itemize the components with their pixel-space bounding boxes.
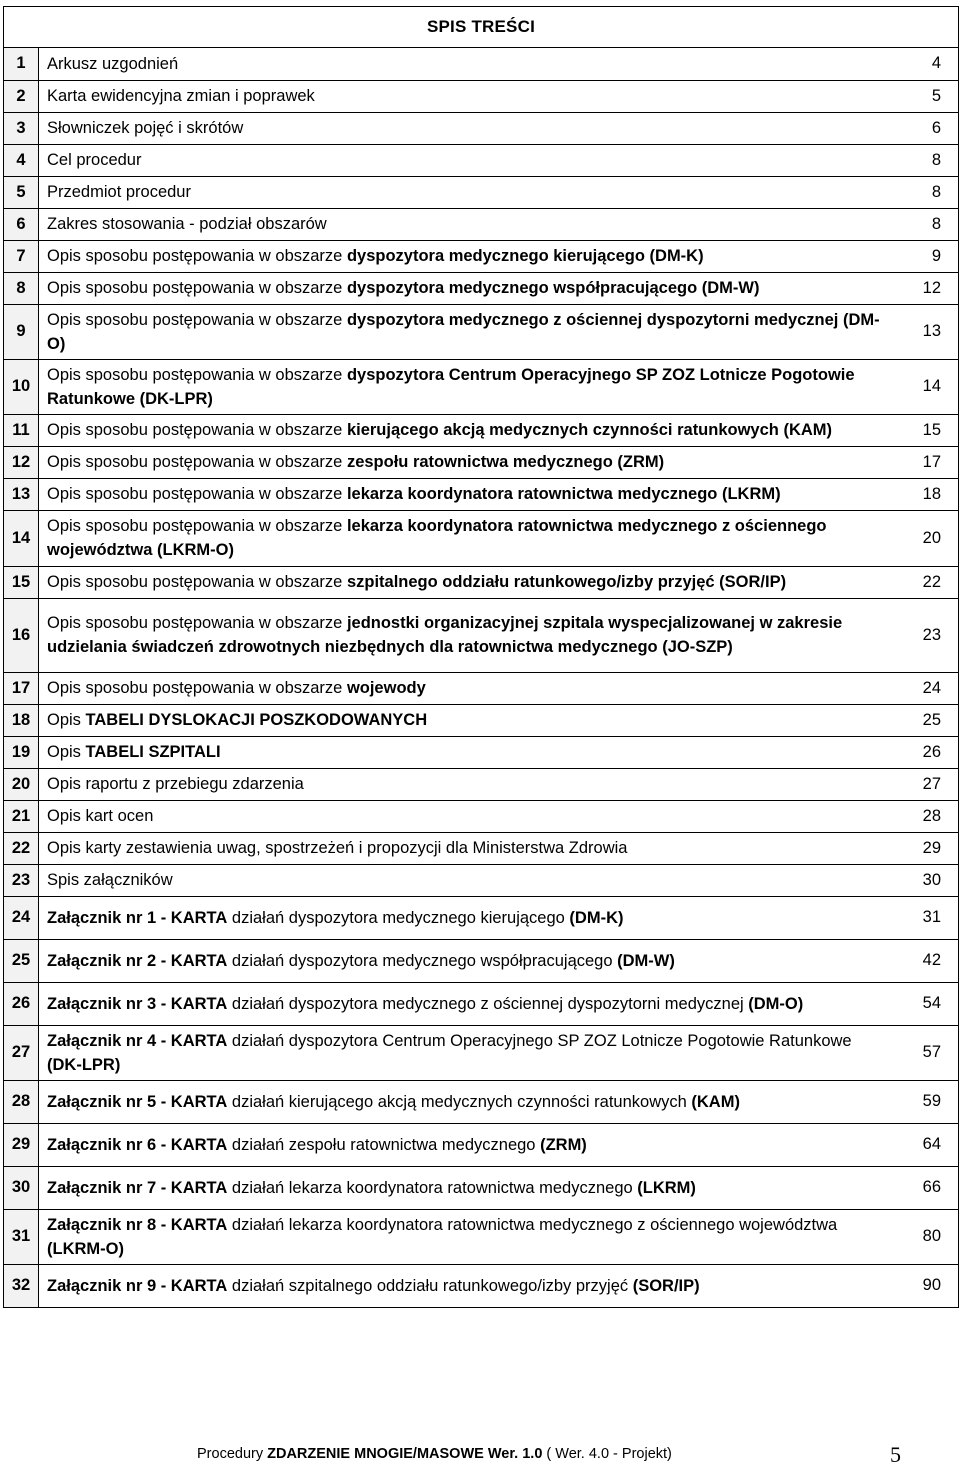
toc-title-bold-part: jednostki organizacyjnej szpitala wyspecjalizowanej w zakresie udzielania świadczeń zdrowotnych niezbędnych dla ratownictwa medycznego (JO-SZP) xyxy=(47,614,847,656)
toc-entry-number: 2 xyxy=(4,80,39,112)
toc-title-bold-part: lekarza koordynatora ratownictwa medycznego (LKRM) xyxy=(346,485,781,503)
toc-title-bold-part: Załącznik nr 6 - KARTA xyxy=(47,1135,228,1154)
toc-title-part: Spis załączników xyxy=(47,871,173,889)
toc-entry-number: 3 xyxy=(4,112,39,144)
toc-row[interactable] xyxy=(4,304,958,359)
toc-row[interactable] xyxy=(4,48,958,80)
toc-entry-title[interactable] xyxy=(39,982,884,1025)
toc-entry-page: 6 xyxy=(931,118,941,137)
toc-title-part: Opis sposobu postępowania w obszarze xyxy=(47,485,347,503)
toc-title-part: Opis sposobu postępowania w obszarze xyxy=(47,453,347,471)
toc-entry-title[interactable] xyxy=(39,176,884,208)
page-footer xyxy=(197,1446,672,1462)
toc-entry-page: 54 xyxy=(922,994,941,1012)
toc-entry-title[interactable] xyxy=(39,1209,884,1264)
toc-entry-title[interactable] xyxy=(39,272,884,304)
toc-entry-page: 4 xyxy=(931,54,941,73)
toc-entry-title[interactable] xyxy=(39,478,884,510)
toc-title-part: Opis sposobu postępowania w obszarze xyxy=(47,517,347,535)
toc-entry-page: 30 xyxy=(922,870,941,889)
toc-title-bold-part: Załącznik nr 9 - KARTA xyxy=(47,1276,228,1295)
toc-entry-title[interactable] xyxy=(39,1025,884,1080)
toc-entry-number: 4 xyxy=(4,144,39,176)
toc-entry-page: 8 xyxy=(931,150,941,169)
toc-title-bold-part: kierującego akcją medycznych czynności ratunkowych (KAM) xyxy=(346,421,833,439)
toc-entry-title[interactable] xyxy=(39,240,884,272)
toc-entry-title[interactable] xyxy=(39,208,884,240)
toc-entry-title[interactable] xyxy=(39,510,884,566)
toc-title-part: Opis sposobu postępowania w obszarze xyxy=(47,310,347,329)
toc-entry-page: 28 xyxy=(922,806,941,825)
toc-title-part: działań dyspozytora medycznego kierującego xyxy=(227,908,570,927)
toc-entry-number: 17 xyxy=(4,672,39,704)
toc-title-part: działań dyspozytora medycznego współpracującego xyxy=(227,951,618,970)
toc-table xyxy=(4,48,958,1308)
toc-title-part: Zakres stosowania - podział obszarów xyxy=(47,215,327,233)
toc-entry-title[interactable] xyxy=(39,864,884,896)
toc-entry-title[interactable] xyxy=(39,359,884,414)
toc-entry-number: 14 xyxy=(4,510,39,566)
toc-title-part: Opis sposobu postępowania w obszarze xyxy=(47,573,347,591)
toc-entry-page: 22 xyxy=(922,572,941,591)
toc-entry-number: 1 xyxy=(4,48,39,80)
toc-title-bold-part: (LKRM) xyxy=(637,1178,696,1197)
toc-title-bold-part: wojewody xyxy=(346,679,426,697)
toc-row[interactable] xyxy=(4,832,958,864)
toc-row[interactable] xyxy=(4,566,958,598)
toc-entry-title[interactable] xyxy=(39,598,884,672)
toc-entry-number: 29 xyxy=(4,1123,39,1166)
toc-entry-title[interactable] xyxy=(39,1166,884,1209)
toc-title-part: Arkusz uzgodnień xyxy=(47,54,179,73)
toc-entry-title[interactable] xyxy=(39,566,884,598)
toc-title-bold-part: (DM-K) xyxy=(569,908,624,927)
toc-entry-title[interactable] xyxy=(39,144,884,176)
toc-title-bold-part: (SOR/IP) xyxy=(632,1276,700,1295)
toc-row[interactable] xyxy=(4,800,958,832)
toc-entry-number: 5 xyxy=(4,176,39,208)
toc-title-part: Karta ewidencyjna zmian i poprawek xyxy=(47,87,315,105)
toc-title-part: Opis xyxy=(47,711,86,729)
toc-entry-page: 27 xyxy=(922,774,941,793)
toc-entry-number: 26 xyxy=(4,982,39,1025)
toc-row[interactable] xyxy=(4,1025,958,1080)
toc-title-bold-part: Załącznik nr 5 - KARTA xyxy=(47,1092,228,1111)
toc-title-part: działań dyspozytora medycznego z ościennej dyspozytorni medycznej xyxy=(227,994,749,1013)
toc-entry-number: 24 xyxy=(4,896,39,939)
toc-entry-title[interactable] xyxy=(39,832,884,864)
toc-entry-number: 18 xyxy=(4,704,39,736)
toc-entry-number: 25 xyxy=(4,939,39,982)
toc-row[interactable] xyxy=(4,414,958,446)
toc-title-bold-part: Załącznik nr 3 - KARTA xyxy=(47,994,228,1013)
toc-entry-page: 23 xyxy=(922,625,941,644)
toc-title-bold-part: (KAM) xyxy=(691,1092,740,1111)
toc-entry-page: 25 xyxy=(922,710,941,729)
toc-title-bold-part: dyspozytora medycznego z ościennej dyspozytorni medycznej (DM-O) xyxy=(47,310,880,353)
toc-entry-number: 28 xyxy=(4,1080,39,1123)
toc-title-part: Opis raportu z przebiegu zdarzenia xyxy=(47,775,304,793)
toc-title-bold-part: (DM-O) xyxy=(748,994,804,1013)
toc-entry-page: 59 xyxy=(922,1092,941,1110)
toc-entry-number: 21 xyxy=(4,800,39,832)
toc-row[interactable] xyxy=(4,176,958,208)
toc-entry-title[interactable] xyxy=(39,896,884,939)
toc-entry-number: 16 xyxy=(4,598,39,672)
toc-entry-page: 80 xyxy=(922,1227,941,1245)
toc-row[interactable] xyxy=(4,510,958,566)
toc-entry-number: 13 xyxy=(4,478,39,510)
toc-title-bold-part: TABELI DYSLOKACJI POSZKODOWANYCH xyxy=(85,711,428,729)
toc-row[interactable] xyxy=(4,704,958,736)
toc-entry-title[interactable] xyxy=(39,446,884,478)
toc-title-part: Opis sposobu postępowania w obszarze xyxy=(47,421,347,439)
footer-prefix: Procedury xyxy=(197,1446,268,1462)
toc-row[interactable] xyxy=(4,1209,958,1264)
toc-entry-title[interactable] xyxy=(39,304,884,359)
toc-entry-number: 12 xyxy=(4,446,39,478)
toc-title-part: działań szpitalnego oddziału ratunkowego/izby przyjęć xyxy=(227,1276,633,1295)
toc-title-bold-part: TABELI SZPITALI xyxy=(85,743,221,761)
toc-entry-number: 19 xyxy=(4,736,39,768)
toc-entry-page: 24 xyxy=(922,678,941,697)
toc-title-bold-part: dyspozytora medycznego współpracującego (DM-W) xyxy=(346,279,760,297)
toc-title-part: Opis sposobu postępowania w obszarze xyxy=(47,614,347,632)
toc-entry-page: 90 xyxy=(922,1276,941,1294)
toc-entry-number: 15 xyxy=(4,566,39,598)
toc-entry-page: 12 xyxy=(922,278,941,297)
toc-entry-page: 17 xyxy=(922,452,941,471)
toc-entry-page: 5 xyxy=(931,86,941,105)
toc-entry-number: 7 xyxy=(4,240,39,272)
table-of-contents xyxy=(3,6,959,1308)
toc-entry-title[interactable] xyxy=(39,672,884,704)
toc-entry-number: 11 xyxy=(4,414,39,446)
toc-title-bold-part: (ZRM) xyxy=(540,1135,587,1154)
toc-title-part: Słowniczek pojęć i skrótów xyxy=(47,119,244,137)
toc-title-part: Opis sposobu postępowania w obszarze xyxy=(47,679,347,697)
toc-row[interactable] xyxy=(4,446,958,478)
toc-entry-title[interactable] xyxy=(39,1264,884,1307)
toc-row[interactable] xyxy=(4,80,958,112)
toc-row[interactable] xyxy=(4,1080,958,1123)
toc-title-bold-part: Załącznik nr 2 - KARTA xyxy=(47,951,228,970)
toc-entry-title[interactable] xyxy=(39,939,884,982)
toc-entry-number: 20 xyxy=(4,768,39,800)
toc-title-part: działań dyspozytora Centrum Operacyjnego SP ZOZ Lotnicze Pogotowie Ratunkowe xyxy=(227,1031,857,1050)
toc-entry-page: 9 xyxy=(931,246,941,265)
toc-entry-title[interactable] xyxy=(39,48,884,80)
toc-title-part: Opis karty zestawienia uwag, spostrzeżeń i propozycji dla Ministerstwa Zdrowia xyxy=(47,839,628,857)
toc-title-part: działań zespołu ratownictwa medycznego xyxy=(227,1135,541,1154)
toc-title-part: Opis kart ocen xyxy=(47,807,154,825)
toc-title-bold-part: (DK-LPR) xyxy=(47,1055,121,1074)
toc-title-bold-part: Załącznik nr 7 - KARTA xyxy=(47,1178,228,1197)
toc-row[interactable] xyxy=(4,768,958,800)
toc-entry-number: 23 xyxy=(4,864,39,896)
toc-title-bold-part: szpitalnego oddziału ratunkowego/izby przyjęć (SOR/IP) xyxy=(346,573,787,591)
toc-entry-title[interactable] xyxy=(39,768,884,800)
toc-title-part: działań lekarza koordynatora ratownictwa medycznego z ościennego województwa xyxy=(227,1215,842,1234)
toc-row[interactable] xyxy=(4,112,958,144)
toc-title-bold-part: Załącznik nr 8 - KARTA xyxy=(47,1215,228,1234)
toc-title-part: działań kierującego akcją medycznych czynności ratunkowych xyxy=(227,1092,692,1111)
toc-entry-page: 64 xyxy=(922,1135,941,1153)
toc-title-part: Opis sposobu postępowania w obszarze xyxy=(47,279,347,297)
toc-row[interactable] xyxy=(4,598,958,672)
toc-row[interactable] xyxy=(4,240,958,272)
toc-entry-title[interactable] xyxy=(39,112,884,144)
page-number: 5 xyxy=(890,1442,901,1467)
toc-entry-number: 6 xyxy=(4,208,39,240)
toc-row[interactable] xyxy=(4,1264,958,1307)
toc-title: SPIS TREŚCI xyxy=(4,7,958,48)
toc-row[interactable] xyxy=(4,272,958,304)
toc-title-bold-part: (LKRM-O) xyxy=(47,1239,124,1258)
toc-title-part: Cel procedur xyxy=(47,151,142,169)
toc-row[interactable] xyxy=(4,939,958,982)
toc-entry-page: 15 xyxy=(922,420,941,439)
toc-row[interactable] xyxy=(4,1123,958,1166)
toc-row[interactable] xyxy=(4,208,958,240)
toc-entry-title[interactable] xyxy=(39,1123,884,1166)
toc-entry-number: 32 xyxy=(4,1264,39,1307)
toc-title-bold-part: dyspozytora medycznego kierującego (DM-K) xyxy=(346,247,704,265)
toc-entry-page: 20 xyxy=(922,528,941,547)
toc-row[interactable] xyxy=(4,359,958,414)
toc-entry-title[interactable] xyxy=(39,1080,884,1123)
toc-entry-number: 27 xyxy=(4,1025,39,1080)
toc-entry-page: 13 xyxy=(922,322,941,340)
toc-entry-number: 10 xyxy=(4,359,39,414)
footer-document-title: ZDARZENIE MNOGIE/MASOWE Wer. 1.0 xyxy=(267,1446,543,1462)
toc-entry-title[interactable] xyxy=(39,80,884,112)
toc-row[interactable] xyxy=(4,144,958,176)
toc-entry-page: 31 xyxy=(922,908,941,926)
footer-version: ( Wer. 4.0 - Projekt) xyxy=(542,1446,672,1462)
toc-entry-title[interactable] xyxy=(39,414,884,446)
toc-entry-page: 8 xyxy=(931,214,941,233)
toc-title-bold-part: Załącznik nr 4 - KARTA xyxy=(47,1031,228,1050)
toc-entry-page: 14 xyxy=(922,377,941,395)
toc-row[interactable] xyxy=(4,896,958,939)
toc-entry-title[interactable] xyxy=(39,800,884,832)
toc-title-part: Przedmiot procedur xyxy=(47,183,191,201)
toc-entry-number: 31 xyxy=(4,1209,39,1264)
toc-entry-title[interactable] xyxy=(39,704,884,736)
toc-row[interactable] xyxy=(4,864,958,896)
toc-title-part: działań lekarza koordynatora ratownictwa medycznego xyxy=(227,1178,638,1197)
toc-row[interactable] xyxy=(4,478,958,510)
toc-title-part: Opis xyxy=(47,743,86,761)
toc-row[interactable] xyxy=(4,736,958,768)
toc-row[interactable] xyxy=(4,672,958,704)
toc-row[interactable] xyxy=(4,982,958,1025)
toc-title-bold-part: zespołu ratownictwa medycznego (ZRM) xyxy=(346,453,665,471)
toc-entry-number: 8 xyxy=(4,272,39,304)
toc-entry-page: 26 xyxy=(922,742,941,761)
toc-title-part: Opis sposobu postępowania w obszarze xyxy=(47,247,347,265)
toc-entry-page: 66 xyxy=(922,1178,941,1196)
toc-entry-page: 29 xyxy=(922,838,941,857)
toc-title-bold-part: dyspozytora Centrum Operacyjnego SP ZOZ Lotnicze Pogotowie Ratunkowe (DK-LPR) xyxy=(47,365,860,408)
toc-title-bold-part: (DM-W) xyxy=(617,951,675,970)
toc-entry-number: 9 xyxy=(4,304,39,359)
toc-entry-title[interactable] xyxy=(39,736,884,768)
toc-title-bold-part: lekarza koordynatora ratownictwa medycznego z ościennego województwa (LKRM-O) xyxy=(47,517,832,559)
toc-entry-page: 8 xyxy=(931,182,941,201)
toc-row[interactable] xyxy=(4,1166,958,1209)
toc-entry-page: 57 xyxy=(922,1043,941,1061)
toc-entry-number: 22 xyxy=(4,832,39,864)
toc-entry-page: 18 xyxy=(922,484,941,503)
toc-title-bold-part: Załącznik nr 1 - KARTA xyxy=(47,908,228,927)
toc-entry-number: 30 xyxy=(4,1166,39,1209)
toc-entry-page: 42 xyxy=(922,951,941,969)
toc-title-part: Opis sposobu postępowania w obszarze xyxy=(47,365,347,384)
